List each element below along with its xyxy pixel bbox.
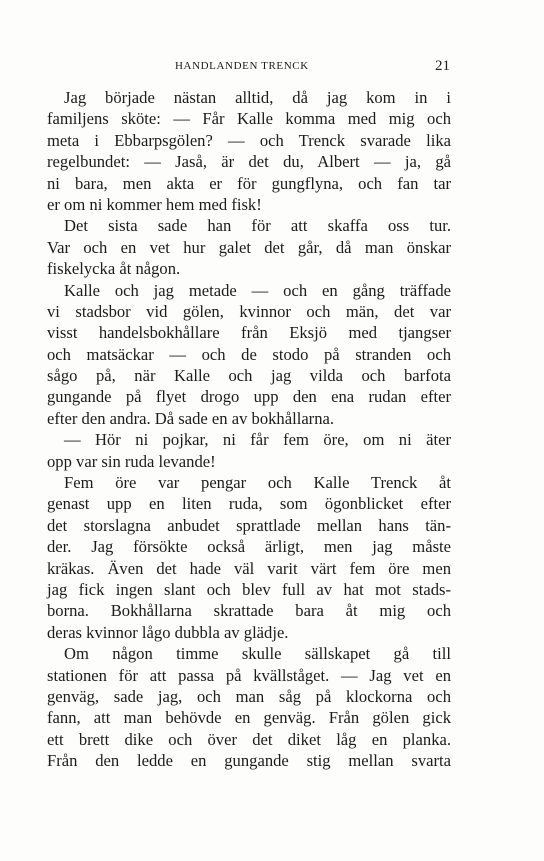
- text-line: och matsäckar — och de stodo på stranden och: [47, 344, 451, 364]
- page-number: 21: [435, 58, 450, 74]
- text-line: fiskelycka åt någon.: [47, 259, 181, 279]
- text-line: sågo på, när Kalle och jag vilda och barfota: [47, 366, 451, 386]
- text-line: fann, att man behövde en genväg. Från gölen gick: [47, 708, 451, 728]
- text-line: Från den ledde en gungande stig mellan svarta: [47, 751, 451, 771]
- body-text: [47, 87, 451, 772]
- text-line: vi stadsbor vid gölen, kvinnor och män, det var: [47, 301, 451, 321]
- text-line: kräkas. Även det hade väl varit värt fem öre men: [47, 558, 451, 578]
- running-head: [47, 56, 450, 76]
- text-line: gungande på flyet drogo upp den ena rudan efter: [47, 387, 451, 407]
- text-line: ett brett dike och över det diket låg en planka.: [47, 729, 451, 749]
- text-line: visst handelsbokhållare från Eksjö med tjangser: [47, 323, 451, 343]
- text-line: genväg, sade jag, och man såg på klockorna och: [47, 686, 451, 706]
- text-line: der. Jag försökte också ärligt, men jag måste: [47, 537, 451, 557]
- text-line: deras kvinnor lågo dubbla av glädje.: [47, 622, 289, 642]
- text-line: — Hör ni pojkar, ni får fem öre, om ni äter: [64, 430, 451, 450]
- text-line: ni bara, men akta er för gungflyna, och fan tar: [47, 173, 451, 193]
- text-line: familjens sköte: — Får Kalle komma med mig och: [47, 109, 451, 129]
- text-line: er om ni kommer hem med fisk!: [47, 194, 262, 214]
- text-line: det storslagna anbudet sprattlade mellan hans tän-: [47, 515, 451, 535]
- text-line: borna. Bokhållarna skrattade bara åt mig och: [47, 601, 451, 621]
- text-line: jag fick ingen slant och blev full av hat mot stads-: [47, 579, 451, 599]
- text-line: Var och en vet hur galet det går, då man önskar: [47, 237, 451, 257]
- text-line: meta i Ebbarpsgölen? — och Trenck svarade lika: [47, 130, 451, 150]
- text-line: genast upp en liten ruda, som ögonblicket efter: [47, 494, 451, 514]
- text-line: stationen för att passa på kvällståget. — Jag vet en: [47, 665, 451, 685]
- text-line: regelbundet: — Jaså, är det du, Albert — ja, gå: [47, 152, 451, 172]
- text-line: Jag började nästan alltid, då jag kom in i: [64, 88, 451, 107]
- text-line: Det sista sade han för att skaffa oss tur.: [64, 216, 451, 236]
- running-head-title: HANDLANDEN TRENCK: [175, 60, 309, 72]
- text-line: Om någon timme skulle sällskapet gå till: [64, 644, 451, 664]
- text-line: Fem öre var pengar och Kalle Trenck åt: [64, 473, 451, 493]
- text-line: Kalle och jag metade — och en gång träffade: [64, 280, 451, 300]
- text-line: opp var sin ruda levande!: [47, 451, 216, 471]
- text-line: efter den andra. Då sade en av bokhållarna.: [47, 408, 335, 428]
